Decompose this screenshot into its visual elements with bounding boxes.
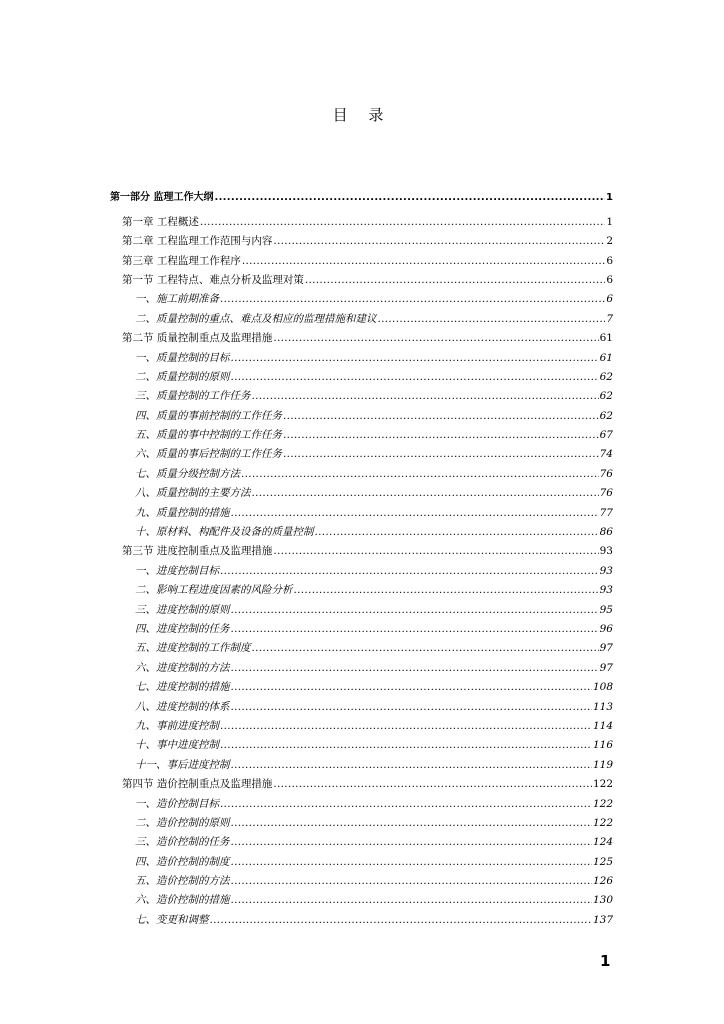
toc-entry-label: 一、质量控制的目标 [135,351,230,364]
toc-entry-page: 97 [599,642,613,655]
dot-leader [273,235,605,247]
toc-entry[interactable] [110,267,613,286]
toc-entry-page: 6 [606,273,613,286]
toc-entry-label: 十、事中进度控制 [135,739,219,752]
toc-entry[interactable] [110,693,613,712]
toc-entry[interactable] [110,228,613,247]
toc-entry-page: 6 [606,293,613,306]
toc-entry-page: 74 [599,448,613,461]
toc-entry-page: 93 [599,545,613,558]
toc-entry-label: 二、造价控制的原则 [135,816,230,829]
toc-entry-page: 93 [599,564,613,577]
dot-leader [252,487,599,499]
toc-entry-page: 124 [592,836,613,849]
toc-entry-page: 1 [606,215,613,228]
toc-entry-label: 第四节 造价控制重点及监理措施 [122,778,273,791]
dot-leader [220,720,592,732]
dot-leader [231,759,592,771]
page-number: 1 [600,952,611,970]
dot-leader [220,798,592,810]
toc-entry[interactable] [110,499,613,518]
toc-entry[interactable] [110,286,613,305]
toc-entry[interactable] [110,344,613,363]
toc-entry[interactable] [110,771,613,790]
toc-entry-label: 第二节 质量控制重点及监理措施 [122,332,273,345]
toc-entry-label: 一、进度控制目标 [135,564,219,577]
dot-leader [231,662,599,674]
toc-entry-label: 第一章 工程概述 [122,215,199,228]
toc-entry-page: 97 [599,661,613,674]
dot-leader [231,875,592,887]
toc-entry[interactable] [110,422,613,441]
dot-leader [252,642,599,654]
toc-entry-label: 第一部分 监理工作大纲 [110,192,214,204]
toc-entry[interactable] [110,810,613,829]
dot-leader [231,856,592,868]
toc-entry[interactable] [110,519,613,538]
toc-entry-label: 六、质量的事后控制的工作任务 [135,448,282,461]
dot-leader [231,817,592,829]
toc-entry-page: 95 [599,603,613,616]
toc-entry-label: 三、质量控制的工作任务 [135,390,251,403]
toc-entry-page: 6 [606,254,613,267]
toc-entry-label: 第三节 进度控制重点及监理措施 [122,545,273,558]
toc-entry[interactable] [110,247,613,266]
toc-entry[interactable] [110,364,613,383]
dot-leader [273,332,598,344]
dot-leader [220,293,605,305]
toc-entry[interactable] [110,868,613,887]
toc-entry[interactable] [110,383,613,402]
toc-entry[interactable] [110,790,613,809]
toc-entry-label: 八、进度控制的体系 [135,700,230,713]
toc-entry-page: 114 [592,719,613,732]
toc-entry-page: 77 [599,506,613,519]
toc-entry-label: 十一、事后进度控制 [135,758,230,771]
toc-entry-page: 86 [599,526,613,539]
table-of-contents [110,185,613,926]
toc-entry-label: 五、质量的事中控制的工作任务 [135,429,282,442]
toc-entry-label: 九、质量控制的措施 [135,506,230,519]
toc-entry-page: 61 [599,332,613,345]
toc-entry-label: 一、施工前期准备 [135,293,219,306]
toc-entry-label: 六、进度控制的方法 [135,661,230,674]
dot-leader [305,274,605,286]
toc-entry-label: 五、造价控制的方法 [135,875,230,888]
dot-leader [252,390,599,402]
dot-leader [210,914,592,926]
toc-entry-label: 八、质量控制的主要方法 [135,487,251,500]
dot-leader [273,778,592,790]
toc-entry[interactable] [110,713,613,732]
dot-leader [220,739,592,751]
toc-entry-label: 第一节 工程特点、难点分析及监理对策 [122,273,304,286]
toc-entry-label: 九、事前进度控制 [135,719,219,732]
toc-entry[interactable] [110,674,613,693]
dot-leader [231,352,599,364]
toc-entry[interactable] [110,577,613,596]
dot-leader [231,604,599,616]
toc-entry-label: 一、造价控制目标 [135,797,219,810]
dot-leader [283,410,599,422]
toc-entry[interactable] [110,751,613,770]
toc-entry-label: 四、质量的事前控制的工作任务 [135,409,282,422]
toc-entry-label: 四、造价控制的制度 [135,855,230,868]
toc-entry-page: 108 [592,681,613,694]
dot-leader [283,429,599,441]
toc-entry-page: 119 [592,758,613,771]
toc-entry[interactable] [110,848,613,867]
toc-entry-page: 62 [599,390,613,403]
toc-entry-label: 十、原材料、构配件及设备的质量控制 [135,526,314,539]
toc-entry-page: 76 [599,467,613,480]
toc-entry-page: 67 [599,429,613,442]
dot-leader [378,313,606,325]
toc-entry-page: 93 [599,584,613,597]
dot-leader [315,526,599,538]
page-title: 目 录 [332,106,392,124]
toc-entry-page: 7 [606,312,613,325]
dot-leader [294,584,599,596]
toc-entry-page: 125 [592,855,613,868]
dot-leader [231,701,592,713]
toc-entry[interactable] [110,325,613,344]
dot-leader [214,192,605,204]
toc-entry-label: 三、进度控制的原则 [135,603,230,616]
dot-leader [231,836,592,848]
dot-leader [231,623,599,635]
toc-entry-label: 四、进度控制的任务 [135,622,230,635]
toc-entry-label: 第三章 工程监理工作程序 [122,254,241,267]
dot-leader [241,468,599,480]
toc-entry-label: 第二章 工程监理工作范围与内容 [122,235,273,248]
toc-entry-page: 122 [592,778,613,791]
toc-entry[interactable] [110,732,613,751]
toc-entry-label: 二、影响工程进度因素的风险分析 [135,584,293,597]
toc-entry[interactable] [110,616,613,635]
toc-entry-label: 七、变更和调整 [135,913,209,926]
toc-entry[interactable] [110,185,613,204]
toc-entry[interactable] [110,906,613,925]
toc-entry[interactable] [110,557,613,576]
dot-leader [231,371,599,383]
dot-leader [242,255,605,267]
toc-entry[interactable] [110,829,613,848]
toc-entry-page: 122 [592,816,613,829]
toc-entry-page: 126 [592,875,613,888]
toc-entry[interactable] [110,654,613,673]
toc-entry[interactable] [110,538,613,557]
dot-leader [273,545,598,557]
toc-entry-page: 96 [599,622,613,635]
dot-leader [231,681,592,693]
dot-leader [231,894,592,906]
toc-entry-page: 61 [599,351,613,364]
toc-entry[interactable] [110,441,613,460]
dot-leader [283,448,599,460]
toc-entry-page: 116 [592,739,613,752]
toc-entry-page: 130 [592,894,613,907]
toc-entry[interactable] [110,596,613,615]
toc-entry-label: 二、质量控制的原则 [135,370,230,383]
toc-entry-page: 1 [606,192,613,204]
toc-entry-label: 七、质量分级控制方法 [135,467,240,480]
toc-entry[interactable] [110,480,613,499]
toc-entry[interactable] [110,887,613,906]
toc-entry[interactable] [110,460,613,479]
toc-entry-label: 六、造价控制的措施 [135,894,230,907]
dot-leader [231,507,599,519]
toc-entry-label: 三、造价控制的任务 [135,836,230,849]
toc-entry-label: 七、进度控制的措施 [135,681,230,694]
toc-entry-page: 113 [592,700,613,713]
dot-leader [220,565,599,577]
toc-entry-label: 二、质量控制的重点、难点及相应的监理措施和建议 [135,312,377,325]
toc-entry-page: 122 [592,797,613,810]
toc-entry-page: 62 [599,409,613,422]
dot-leader [200,216,605,228]
toc-entry[interactable] [110,208,613,227]
toc-entry[interactable] [110,635,613,654]
toc-entry[interactable] [110,305,613,324]
toc-entry-label: 五、进度控制的工作制度 [135,642,251,655]
toc-entry-page: 62 [599,370,613,383]
toc-entry[interactable] [110,402,613,421]
toc-entry-page: 2 [606,235,613,248]
toc-entry-page: 137 [592,913,613,926]
toc-entry-page: 76 [599,487,613,500]
